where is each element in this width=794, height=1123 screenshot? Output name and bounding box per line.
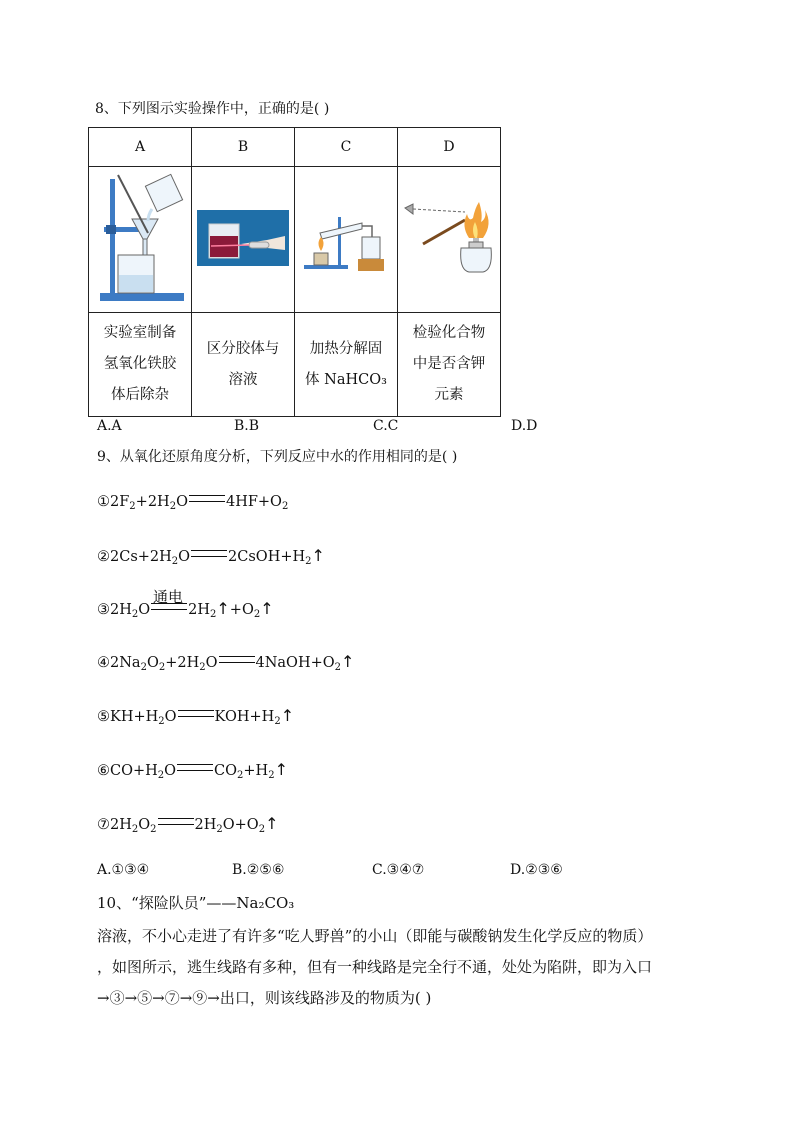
question-10-line2: 溶液，不小心走进了有许多“吃人野兽”的小山（即能与碳酸钠发生化学反应的物质） xyxy=(97,927,653,945)
answer-c[interactable]: C.C xyxy=(373,418,399,434)
reaction-7: $⑦2H_2O_2$ $2H_2O+O_2↑$ xyxy=(97,814,279,835)
options-table xyxy=(88,127,501,417)
reaction-4: $④2Na_2O_2+2H_2O$ $4NaOH+O_2↑$ xyxy=(97,652,355,673)
option-c-header: C xyxy=(295,128,398,167)
answer-a[interactable]: A.A xyxy=(97,418,122,434)
question-10-line1: 10、“探险队员”——Na₂CO₃ xyxy=(97,894,295,912)
reaction-3: $③2H_2O$ $2H_2↑+O_2↑$ xyxy=(97,599,274,620)
reaction-2: $②2Cs+2H_2O$ $2CsOH+H_2↑$ xyxy=(97,546,325,567)
q9-answer-d[interactable]: D.②③⑥ xyxy=(510,862,563,878)
q9-answer-b[interactable]: B.②⑤⑥ xyxy=(232,862,285,878)
reaction-5: $⑤KH+H_2O$ $KOH+H_2↑$ xyxy=(97,706,295,727)
electrolysis-label: 通电 xyxy=(153,588,184,606)
option-c-caption: 加热分解固 体 NaHCO₃ xyxy=(295,313,398,417)
q9-answer-a[interactable]: A.①③④ xyxy=(97,862,150,878)
question-9-stem: 9、从氧化还原角度分析，下列反应中水的作用相同的是( ) xyxy=(97,449,458,465)
flame-test-image xyxy=(398,167,501,313)
option-d-header: D xyxy=(398,128,501,167)
question-8-stem: 8、下列图示实验操作中，正确的是( ) xyxy=(95,101,330,117)
filtration-apparatus-image xyxy=(89,167,192,313)
option-a-caption: 实验室制备 氢氧化铁胶 体后除杂 xyxy=(89,313,192,417)
question-10-line4: →③→⑤→⑦→⑨→出口，则该线路涉及的物质为( ) xyxy=(97,989,432,1007)
reaction-6: $⑥CO+H_2O$ $CO_2+H_2↑$ xyxy=(97,760,288,781)
reaction-1: $①2F_2+2H_2O$ $4HF+O_2$ xyxy=(97,494,289,512)
option-b-caption: 区分胶体与 溶液 xyxy=(192,313,295,417)
question-10-line3: ，如图所示，逃生线路有多种，但有一种线路是完全行不通，处处为陷阱，即为入口 xyxy=(97,958,653,976)
answer-d[interactable]: D.D xyxy=(511,418,538,434)
answer-b[interactable]: B.B xyxy=(234,418,260,434)
heating-solid-apparatus-image xyxy=(295,167,398,313)
option-d-caption: 检验化合物 中是否含钾 元素 xyxy=(398,313,501,417)
option-a-header: A xyxy=(89,128,192,167)
tyndall-effect-image xyxy=(192,167,295,313)
q9-answer-c[interactable]: C.③④⑦ xyxy=(372,862,425,878)
option-b-header: B xyxy=(192,128,295,167)
